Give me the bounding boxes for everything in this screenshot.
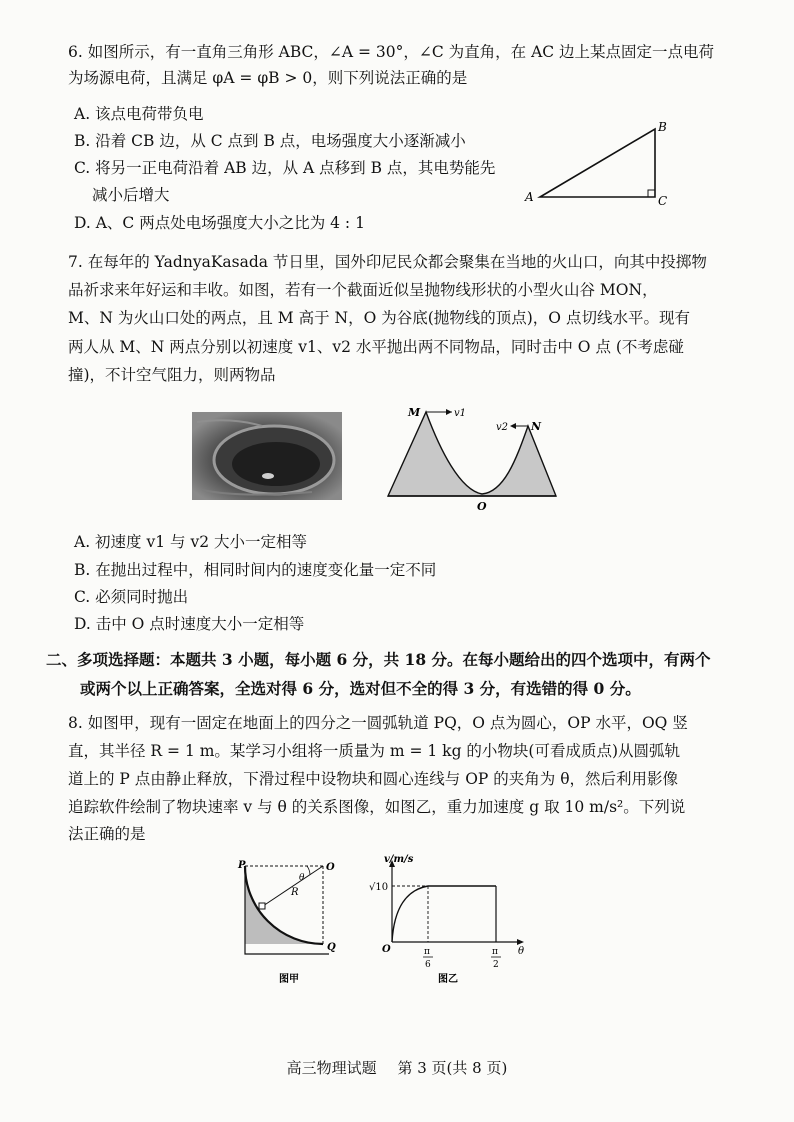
q6-option-c-cont: 减小后增大 — [92, 186, 170, 204]
x-tick-pi-2-num: π — [492, 947, 498, 957]
q6-option-b: B. 沿着 CB 边，从 C 点到 B 点，电场强度大小逐渐减小 — [74, 132, 466, 150]
label-v1: v1 — [454, 408, 467, 419]
triangle-figure — [520, 115, 680, 210]
label-m: M — [408, 406, 421, 419]
q7-line-4: 两人从 M、N 两点分别以初速度 v1、v2 水平抛出两不同物品，同时击中 O 点 (不考虑碰 — [68, 338, 684, 356]
label-o-jia: O — [326, 862, 335, 873]
q7-option-a: A. 初速度 v1 与 v2 大小一定相等 — [74, 533, 307, 551]
q8-line-5: 法正确的是 — [68, 825, 146, 843]
label-o: O — [477, 500, 487, 513]
q7-line-5: 撞)，不计空气阻力，则两物品 — [68, 366, 276, 384]
section2-line-1: 二、多项选择题：本题共 3 小题，每小题 6 分，共 18 分。在每小题给出的四个选项中，有两个 — [46, 650, 711, 669]
q6-option-c: C. 将另一正电荷沿着 AB 边，从 A 点移到 B 点，其电势能先 — [74, 159, 496, 177]
q7-line-1: 7. 在每年的 YadnyaKasada 节日里，国外印尼民众都会聚集在当地的火山口，向其中投掷物 — [68, 253, 707, 271]
q6-line-2: 为场源电荷，且满足 φA = φB > 0，则下列说法正确的是 — [68, 69, 468, 87]
q6-option-a: A. 该点电荷带负电 — [74, 105, 204, 123]
q6-option-d: D. A、C 两点处电场强度大小之比为 4 : 1 — [74, 214, 365, 232]
footer-page-number: 第 3 页(共 8 页) — [397, 1059, 508, 1077]
footer-title: 高三物理试题 — [286, 1059, 377, 1077]
q8-line-3: 道上的 P 点由静止释放，下滑过程中设物块和圆心连线与 OP 的夹角为 θ，然后利用影像 — [68, 770, 679, 788]
q6-line-1: 6. 如图所示，有一直角三角形 ABC，∠A = 30°，∠C 为直角，在 AC 边上某点固定一点电荷 — [68, 43, 715, 61]
x-tick-pi-6-num: π — [424, 947, 430, 957]
label-c: C — [658, 194, 668, 208]
q7-option-d: D. 击中 O 点时速度大小一定相等 — [74, 615, 305, 633]
x-axis-label: θ — [518, 946, 525, 957]
y-axis-label: v/m/s — [384, 854, 414, 865]
label-v2: v2 — [496, 422, 509, 433]
q7-option-b: B. 在抛出过程中，相同时间内的速度变化量一定不同 — [74, 561, 437, 579]
q8-line-2: 直，其半径 R = 1 m。某学习小组将一质量为 m = 1 kg 的小物块(可看成质点)从圆弧轨 — [68, 742, 681, 760]
q7-option-c: C. 必须同时抛出 — [74, 588, 189, 606]
label-a: A — [525, 190, 534, 204]
caption-jia: 图甲 — [279, 974, 299, 985]
section2-line-2: 或两个以上正确答案，全选对得 6 分，选对但不全的得 3 分，有选错的得 0 分。 — [80, 679, 641, 698]
x-tick-pi-2-den: 2 — [493, 960, 499, 970]
origin-label: O — [382, 944, 391, 955]
label-n: N — [531, 420, 542, 433]
page-footer — [0, 1057, 794, 1078]
q7-line-3: M、N 为火山口处的两点，且 M 高于 N，O 为谷底(抛物线的顶点)，O 点切线水平。现有 — [68, 309, 690, 327]
q7-line-2: 品祈求来年好运和丰收。如图，若有一个截面近似呈抛物线形状的小型火山谷 MON， — [68, 281, 658, 299]
label-r: R — [291, 887, 299, 898]
x-tick-pi-6-den: 6 — [425, 960, 431, 970]
label-p: P — [238, 860, 246, 871]
parabola-valley-figure — [380, 400, 570, 515]
label-q: Q — [327, 942, 336, 953]
label-theta: θ — [299, 873, 305, 883]
figure-jia-arc-track — [235, 858, 345, 986]
volcano-crater-photo — [192, 412, 342, 500]
y-tick-sqrt10: √10 — [369, 882, 389, 893]
figure-yi-v-theta-graph — [362, 850, 534, 986]
q8-line-1: 8. 如图甲，现有一固定在地面上的四分之一圆弧轨道 PQ，O 点为圆心，OP 水平，OQ 竖 — [68, 714, 688, 732]
caption-yi: 图乙 — [438, 974, 458, 985]
label-b: B — [658, 120, 667, 134]
q8-line-4: 追踪软件绘制了物块速率 v 与 θ 的关系图像，如图乙，重力加速度 g 取 10 m/s²。下列说 — [68, 798, 686, 816]
